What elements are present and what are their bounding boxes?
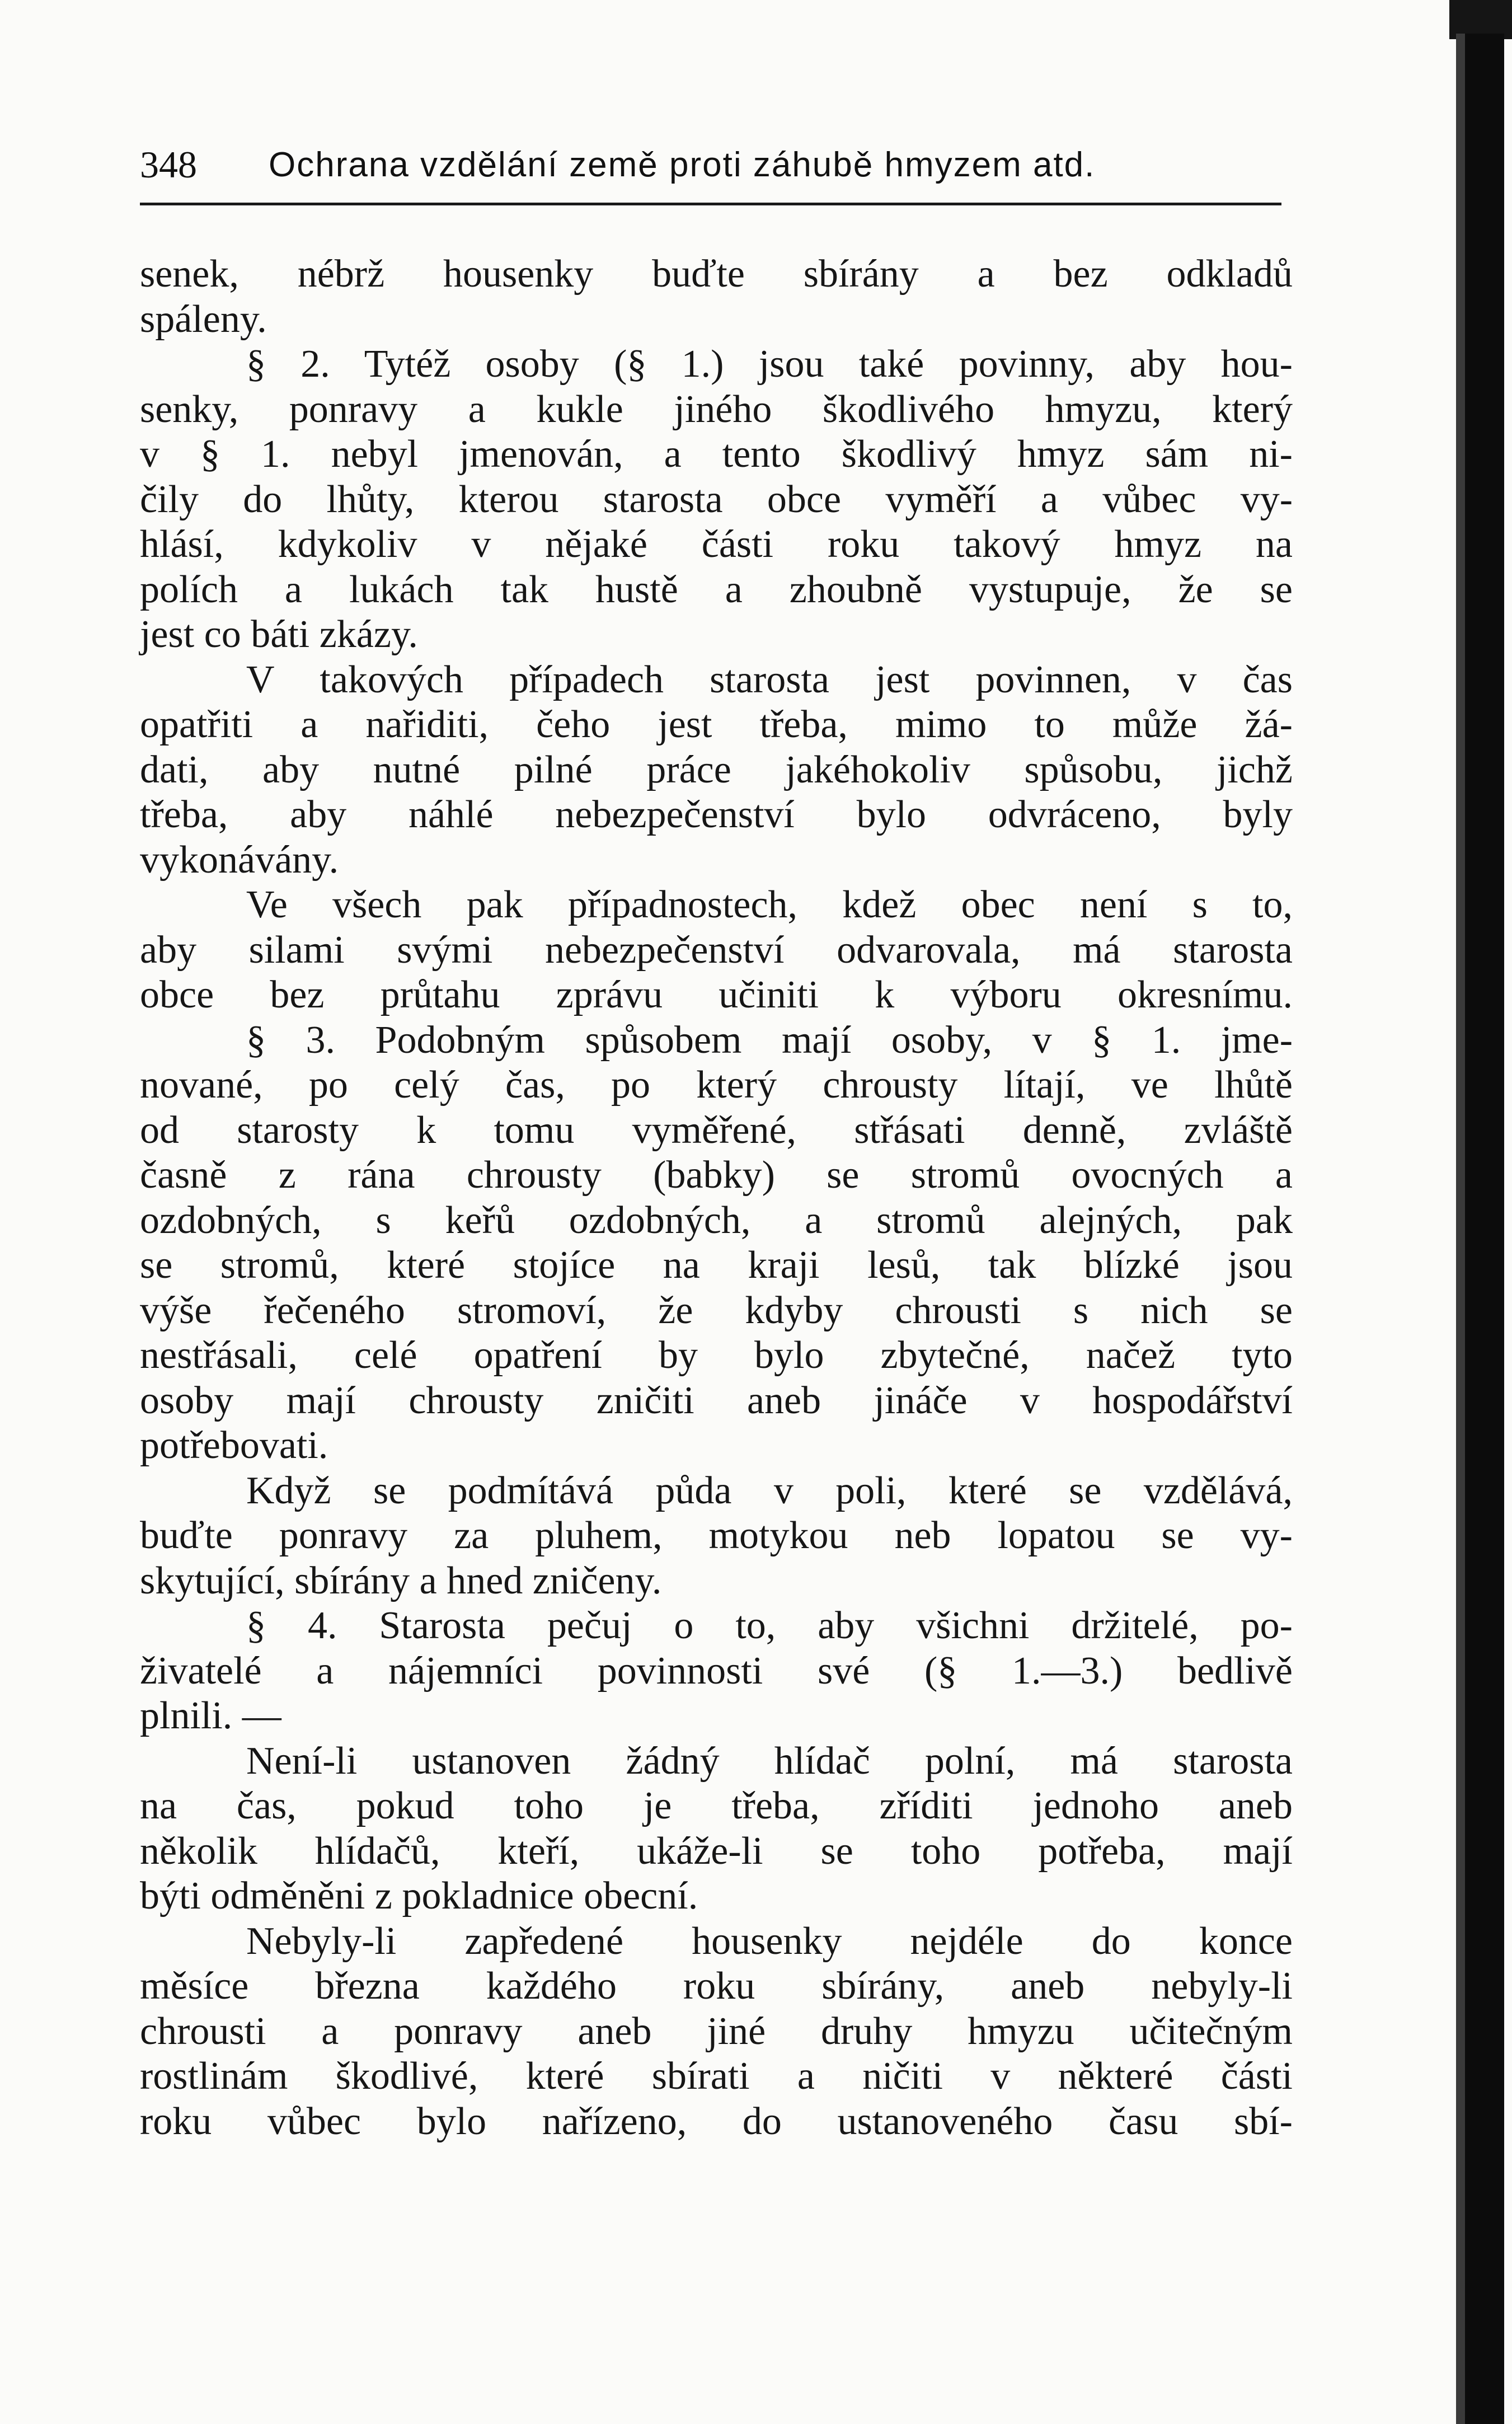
text-line: hlásí, kdykoliv v nějaké části roku takový hmyz na — [140, 523, 1293, 566]
body-text — [140, 252, 1293, 2144]
text-line: měsíce března každého roku sbírány, aneb nebyly-li — [140, 1964, 1293, 2008]
text-line: v § 1. nebyl jmenován, a tento škodlivý hmyz sám ni- — [140, 433, 1293, 476]
text-line: býti odměněni z pokladnice obecní. — [140, 1874, 698, 1917]
running-head: Ochrana vzdělání země proti záhubě hmyzem atd. — [269, 146, 1096, 184]
text-line: § 2. Tytéž osoby (§ 1.) jsou také povinny, aby hou- — [246, 343, 1293, 386]
text-line: Není-li ustanoven žádný hlídač polní, má starosta — [246, 1739, 1293, 1783]
text-line: skytující, sbírány a hned zničeny. — [140, 1559, 662, 1602]
text-line: dati, aby nutné pilné práce jakéhokoliv spůsobu, jichž — [140, 748, 1293, 791]
scan-edge-shadow — [1456, 34, 1465, 2424]
text-line: se stromů, které stojíce na kraji lesů, tak blízké jsou — [140, 1244, 1293, 1287]
text-line: několik hlídačů, kteří, ukáže-li se toho potřeba, mají — [140, 1829, 1293, 1873]
header-rule — [140, 203, 1281, 205]
text-line: plnili. — — [140, 1694, 281, 1737]
page-number: 348 — [140, 143, 197, 186]
text-line: jest co báti zkázy. — [140, 613, 418, 656]
scan-edge-right — [1465, 34, 1504, 2424]
text-line: třeba, aby náhlé nebezpečenství bylo odvráceno, byly — [140, 793, 1293, 836]
text-line: spáleny. — [140, 297, 267, 341]
text-line: V takových případech starosta jest povinnen, v čas — [246, 658, 1293, 701]
text-line: roku vůbec bylo nařízeno, do ustanoveného času sbí- — [140, 2099, 1293, 2143]
text-line: Když se podmítává půda v poli, které se vzdělává, — [246, 1469, 1293, 1512]
text-line: Ve všech pak případnostech, kdež obec není s to, — [246, 883, 1293, 926]
text-line: senky, ponravy a kukle jiného škodlivého hmyzu, který — [140, 387, 1293, 431]
text-line: osoby mají chrousty zničiti aneb jináče v hospodářství — [140, 1379, 1293, 1422]
text-line: chrousti a ponravy aneb jiné druhy hmyzu učitečným — [140, 2009, 1293, 2053]
page-header — [140, 143, 1281, 193]
text-line: vykonávány. — [140, 838, 339, 882]
text-line: Nebyly-li zapředené housenky nejdéle do konce — [246, 1919, 1293, 1963]
text-line: buďte ponravy za pluhem, motykou neb lopatou se vy- — [140, 1514, 1293, 1557]
text-line: obce bez průtahu zprávu učiniti k výboru okresnímu. — [140, 973, 1293, 1016]
text-line: senek, nébrž housenky buďte sbírány a bez odkladů — [140, 252, 1293, 296]
text-line: nované, po celý čas, po který chrousty lítají, ve lhůtě — [140, 1063, 1293, 1106]
text-line: rostlinám škodlivé, které sbírati a ničiti v některé části — [140, 2055, 1293, 2098]
text-line: nestřásali, celé opatření by bylo zbytečné, načež tyto — [140, 1334, 1293, 1377]
text-line: na čas, pokud toho je třeba, zříditi jednoho aneb — [140, 1784, 1293, 1827]
text-line: výše řečeného stromoví, že kdyby chrousti s nich se — [140, 1288, 1293, 1332]
text-line: opatřiti a nařiditi, čeho jest třeba, mimo to může žá- — [140, 703, 1293, 746]
text-line: ozdobných, s keřů ozdobných, a stromů alejných, pak — [140, 1198, 1293, 1242]
text-line: od starosty k tomu vyměřené, střásati denně, zvláště — [140, 1108, 1293, 1152]
text-line: polích a lukách tak hustě a zhoubně vystupuje, že se — [140, 568, 1293, 611]
text-line: § 4. Starosta pečuj o to, aby všichni držitelé, po- — [246, 1604, 1293, 1647]
text-line: časně z rána chrousty (babky) se stromů ovocných a — [140, 1154, 1293, 1197]
text-line: potřebovati. — [140, 1424, 328, 1467]
text-line: § 3. Podobným spůsobem mají osoby, v § 1. jme- — [246, 1018, 1293, 1062]
text-line: aby silami svými nebezpečenství odvarovala, má starosta — [140, 928, 1293, 972]
text-line: čily do lhůty, kterou starosta obce vyměří a vůbec vy- — [140, 477, 1293, 521]
text-line: živatelé a nájemníci povinnosti své (§ 1.—3.) bedlivě — [140, 1649, 1293, 1692]
